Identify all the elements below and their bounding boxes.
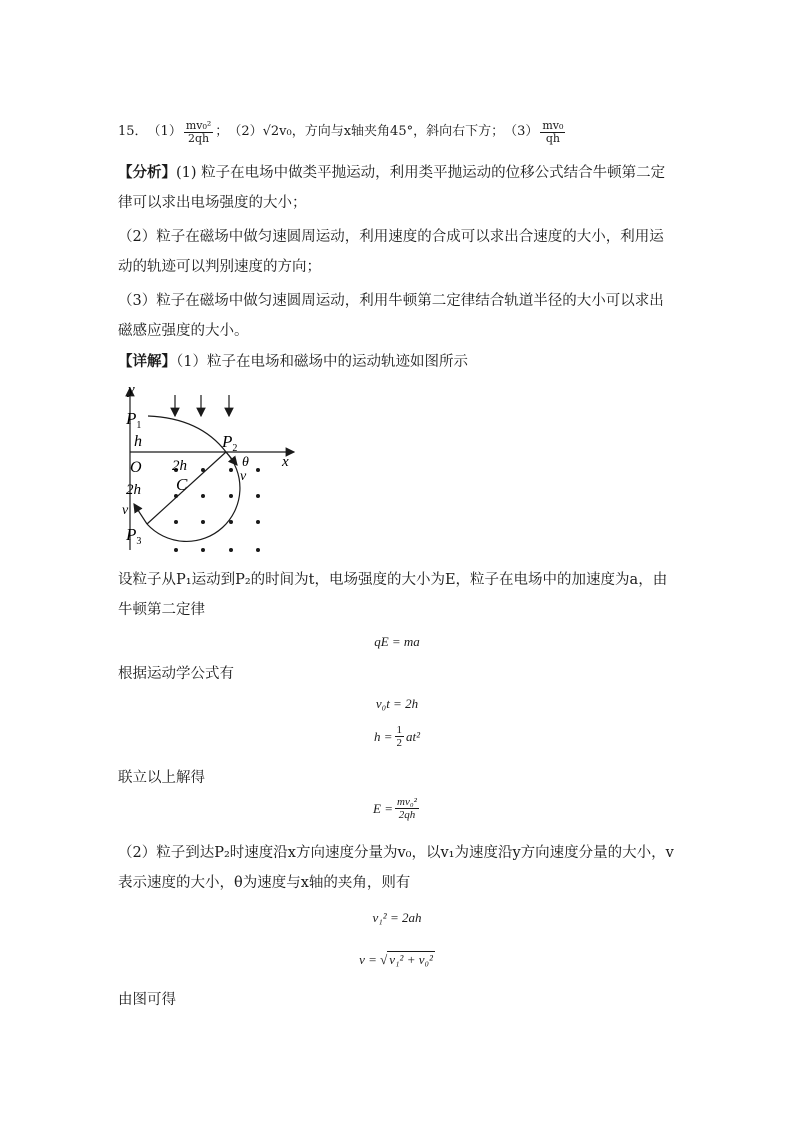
y-axis-label: y bbox=[128, 382, 135, 398]
sqrt-symbol: √ bbox=[380, 952, 388, 967]
label-center-c: C bbox=[176, 475, 188, 494]
answer-part-3-label: （3） bbox=[504, 124, 539, 139]
analysis-paragraph-2 bbox=[118, 222, 678, 282]
equation-4-denominator: 2qh bbox=[398, 809, 416, 821]
equation-4-left: E = bbox=[373, 800, 393, 816]
label-2h-x: 2h bbox=[172, 458, 187, 474]
equation-3-numerator: 1 bbox=[396, 724, 402, 736]
label-p2: $P_2$ bbox=[222, 432, 238, 454]
label-p3: $P_3$ bbox=[126, 525, 142, 547]
equation-2: v₀t = 2h bbox=[375, 696, 419, 711]
equation-6-radicand: v₁² + v₀² bbox=[389, 952, 433, 967]
detail-tag: 【详解】 bbox=[118, 353, 176, 370]
kinematics-intro: 根据运动学公式有 bbox=[118, 666, 234, 682]
answer-part-1-label: （1） bbox=[147, 124, 182, 139]
setup-text: 设粒子从P₁运动到P₂的时间为t，电场强度的大小为E，粒子在电场中的加速度为a，由牛顿第二定律 bbox=[118, 572, 668, 618]
part-2-paragraph bbox=[118, 838, 678, 898]
analysis-tag: 【分析】 bbox=[118, 164, 176, 181]
label-v-right: v bbox=[240, 469, 247, 484]
x-axis-label: x bbox=[282, 454, 289, 470]
answer-separator: ； bbox=[215, 124, 229, 139]
equation-1: qE = ma bbox=[374, 634, 420, 649]
equation-6 bbox=[0, 952, 794, 968]
analysis-step-2: （2）粒子在磁场中做匀速圆周运动，利用速度的合成可以求出合速度的大小，利用运动的轨迹可以判别速度的方向； bbox=[118, 229, 664, 275]
answer-3-fraction bbox=[540, 120, 565, 145]
analysis-step-3: （3）粒子在磁场中做匀速圆周运动，利用牛顿第二定律结合轨道半径的大小可以求出磁感应强度的大小。 bbox=[118, 293, 664, 339]
detail-line bbox=[118, 352, 676, 372]
equation-6-left: v = bbox=[359, 952, 381, 967]
answer-2-value: √2v₀ bbox=[262, 124, 292, 139]
answer-1-denominator: 2qh bbox=[188, 131, 210, 145]
equation-4-numerator: mv₀² bbox=[397, 796, 417, 808]
combine-text: 联立以上解得 bbox=[118, 770, 205, 786]
answer-line bbox=[118, 112, 676, 152]
velocity-arrow-p3 bbox=[134, 504, 147, 524]
analysis-paragraph-3 bbox=[118, 286, 678, 346]
parabolic-trajectory bbox=[148, 416, 226, 452]
analysis-paragraph-1 bbox=[118, 158, 678, 218]
equation-3-denominator: 2 bbox=[396, 737, 402, 749]
label-v-left: v bbox=[122, 503, 129, 518]
circular-trajectory bbox=[147, 452, 240, 541]
trajectory-figure bbox=[118, 380, 308, 558]
label-h: h bbox=[134, 433, 142, 450]
answer-1-fraction bbox=[184, 120, 213, 145]
setup-paragraph bbox=[118, 565, 678, 625]
from-figure-text: 由图可得 bbox=[118, 992, 176, 1008]
answer-1-numerator: mv₀² bbox=[185, 118, 212, 132]
part-2-text: （2）粒子到达P₂时速度沿x方向速度分量为v₀，以v₁为速度沿y方向速度分量的大小，v表示速度的大小，θ为速度与x轴的夹角，则有 bbox=[118, 845, 674, 891]
detail-intro: （1）粒子在电场和磁场中的运动轨迹如图所示 bbox=[176, 354, 468, 370]
answer-2-direction: ，方向与x轴夹角45°，斜向右下方； bbox=[291, 124, 505, 139]
equation-3 bbox=[0, 724, 794, 749]
equation-4 bbox=[0, 796, 794, 821]
equation-4-fraction bbox=[395, 796, 419, 821]
equation-5: v₁² = 2ah bbox=[372, 910, 422, 925]
analysis-step-1: (1) 粒子在电场中做类平抛运动，利用类平抛运动的位移公式结合牛顿第二定律可以求出电场强度的大小； bbox=[118, 165, 666, 211]
label-theta: θ bbox=[242, 455, 249, 470]
origin-label: O bbox=[130, 459, 142, 476]
equation-3-fraction bbox=[395, 724, 405, 749]
answer-3-numerator: mv₀ bbox=[542, 118, 564, 132]
question-number: 15． bbox=[118, 124, 148, 139]
answer-3-denominator: qh bbox=[545, 131, 560, 145]
label-p1: $P_1$ bbox=[126, 409, 142, 431]
equation-3-right: at² bbox=[406, 728, 421, 744]
equation-3-left: h = bbox=[373, 728, 393, 744]
answer-part-2-label: （2） bbox=[228, 124, 263, 139]
label-2h-y: 2h bbox=[126, 482, 141, 498]
